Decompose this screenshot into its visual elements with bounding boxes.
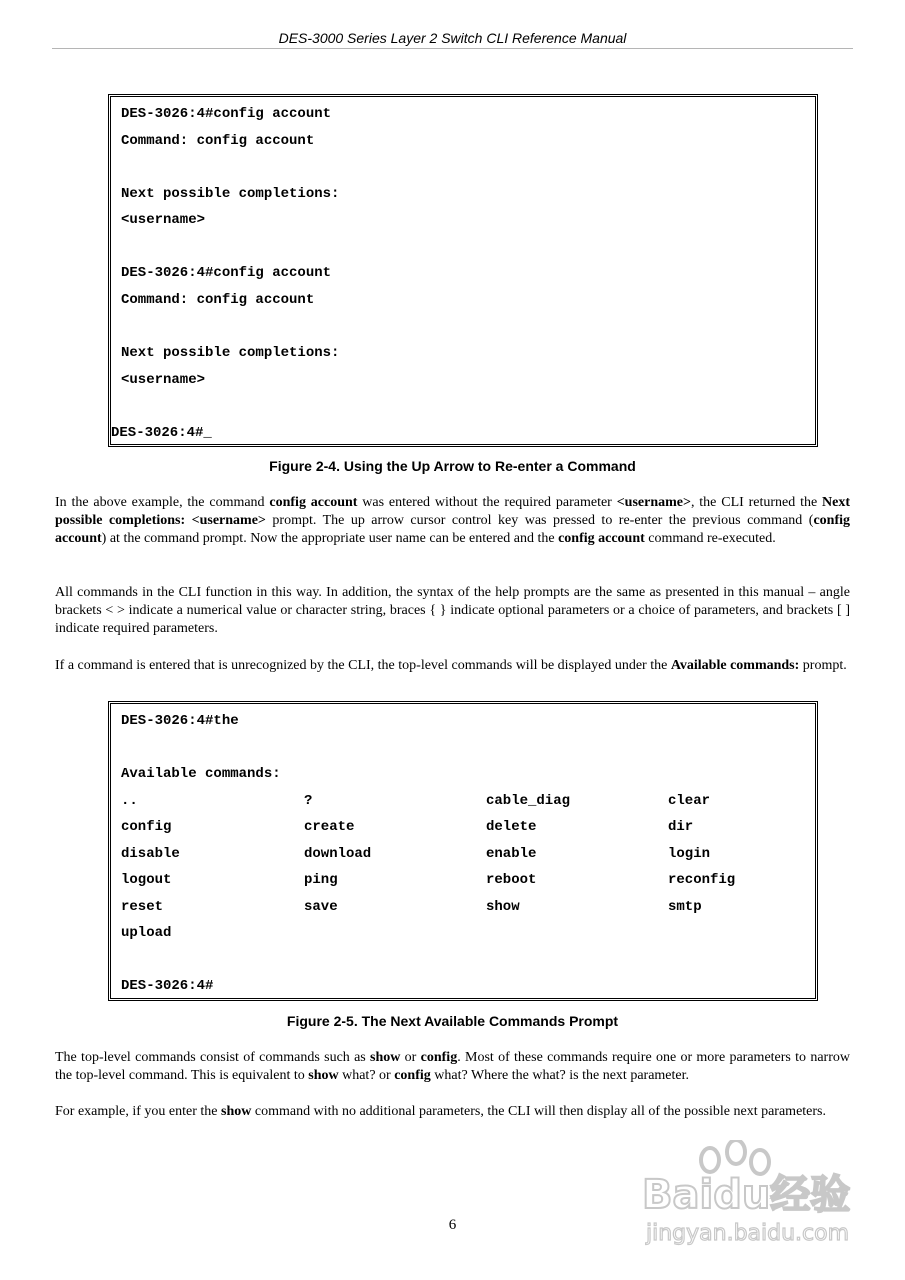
command-item: logout xyxy=(121,872,172,888)
command-item: smtp xyxy=(668,899,702,915)
command-item: download xyxy=(304,846,372,862)
cli-screen-figure-2-5 xyxy=(108,701,818,1001)
cli-line: Available commands: xyxy=(121,766,281,782)
command-item: ? xyxy=(304,793,313,809)
command-item: clear xyxy=(668,793,711,809)
command-item: dir xyxy=(668,819,694,835)
command-item: ping xyxy=(304,872,338,888)
command-item: save xyxy=(304,899,338,915)
command-item: reconfig xyxy=(668,872,736,888)
command-item: enable xyxy=(486,846,537,862)
cli-line: <username> xyxy=(121,372,206,388)
command-item: delete xyxy=(486,819,537,835)
command-item: cable_diag xyxy=(486,793,571,809)
cli-line: DES-3026:4#_ xyxy=(111,425,212,441)
figure-caption: Figure 2-4. Using the Up Arrow to Re-enter a Command xyxy=(269,458,636,474)
paw-toe-icon xyxy=(751,1150,769,1174)
page-number: 6 xyxy=(448,1217,457,1233)
command-item: login xyxy=(668,846,711,862)
command-item: config xyxy=(121,819,172,835)
cli-line: Command: config account xyxy=(121,292,315,308)
cli-line: Next possible completions: xyxy=(121,345,340,361)
running-header: DES-3000 Series Layer 2 Switch CLI Reference Manual xyxy=(278,30,627,46)
cli-line: Next possible completions: xyxy=(121,186,340,202)
paw-toe-icon xyxy=(701,1148,719,1172)
cli-line: <username> xyxy=(121,212,206,228)
command-item: reset xyxy=(121,899,164,915)
command-item: show xyxy=(486,899,520,915)
paragraph: All commands in the CLI function in this way. In addition, the syntax of the help prompts are the same as presented in this manual – angle brackets < > indicate a numerical value or character string, braces { } indicate optional parameters or a choice of parameters, and brackets [ ] indicate required parameters. xyxy=(55,585,850,637)
baidu-jingyan-watermark xyxy=(640,1140,855,1250)
watermark-brand: Baidu经验 xyxy=(642,1172,851,1218)
cli-line: DES-3026:4# xyxy=(121,978,214,994)
watermark-url: jingyan.baidu.com xyxy=(646,1221,850,1246)
paragraph: If a command is entered that is unrecognized by the CLI, the top-level commands will be displayed under the Available commands: prompt. xyxy=(55,658,847,673)
command-item: disable xyxy=(121,846,180,862)
paragraph: In the above example, the command config account was entered without the required parameter <username>, the CLI returned the Next possible completions: <username> prompt. The up arrow cursor control key was pressed to re-enter the previous command (config account) at the command prompt. Now the appropriate user name can be entered and the config account command re-executed. xyxy=(55,495,851,547)
command-item: create xyxy=(304,819,355,835)
header-rule xyxy=(52,48,853,49)
cli-line: DES-3026:4#the xyxy=(121,713,239,729)
cli-line: Command: config account xyxy=(121,133,315,149)
paragraph: The top-level commands consist of commands such as show or config. Most of these commands require one or more parameters to narrow the top-level command. This is equivalent to show what? or config what? Where the what? is the next parameter. xyxy=(55,1050,850,1084)
figure-caption: Figure 2-5. The Next Available Commands Prompt xyxy=(286,1013,619,1029)
cli-screen-figure-2-4 xyxy=(108,94,818,447)
command-item: upload xyxy=(121,925,172,941)
command-item: reboot xyxy=(486,872,537,888)
paragraph: For example, if you enter the show command with no additional parameters, the CLI will then display all of the possible next parameters. xyxy=(55,1104,827,1119)
cli-line: DES-3026:4#config account xyxy=(121,265,332,281)
paw-toe-icon xyxy=(727,1140,745,1164)
command-item: .. xyxy=(121,793,138,809)
cli-line: DES-3026:4#config account xyxy=(121,106,332,122)
